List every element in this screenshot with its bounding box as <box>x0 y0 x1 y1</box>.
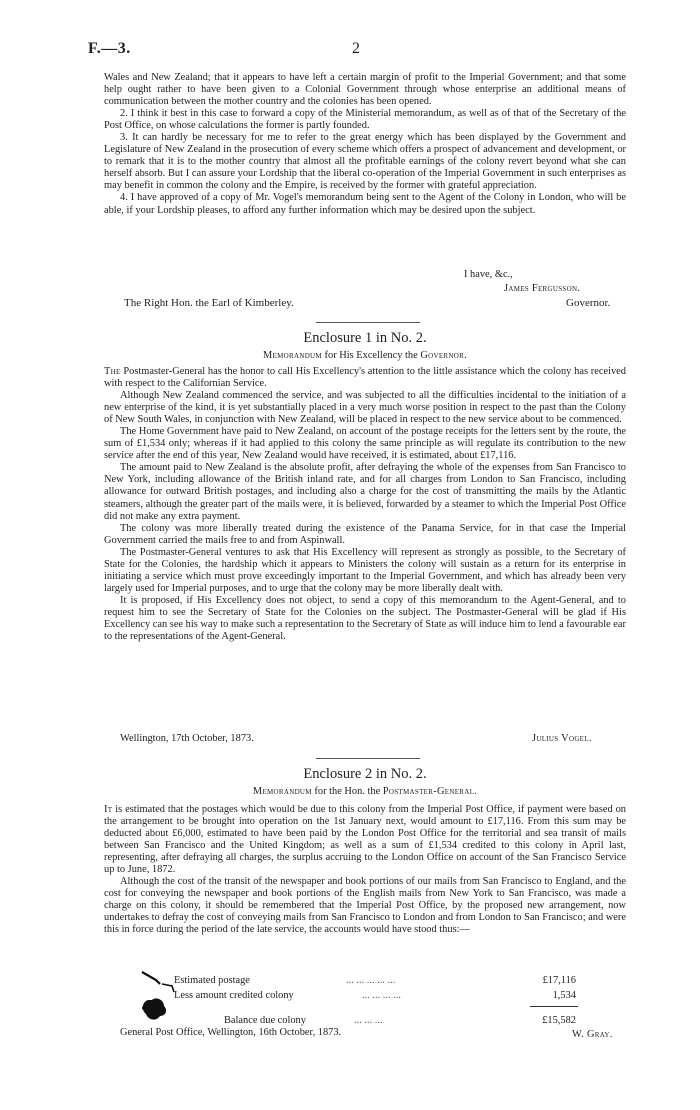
letter-paragraph: 3. It can hardly be necessary for me to refer to the great energy which has been displayed by the Government and Legislature of New Zealand in the prosecution of every scheme which offers a prospect of advancement and development, or to remark that it is to the mother country that almost all the profitable earnings of the colony revert beyond what she can herself absorb. But I can assure your Lordship that the liberal co-operation of the Imperial Government in such enterprises as may benefit in common the colony and the Empire, is received by the former with grateful appreciation. <box>104 132 626 192</box>
balance-label: Balance due colony <box>224 1015 306 1026</box>
enclosure-paragraph <box>104 366 626 390</box>
balance-amount: £15,582 <box>542 1015 576 1026</box>
lead-word: It <box>104 804 113 815</box>
letter-paragraph: 2. I think it best in this case to forward a copy of the Ministerial memorandum, as well as of that of the Secretary of the Post Office, on whose calculations the former is partly founded. <box>104 108 626 132</box>
page-reference: F.—3. <box>88 40 131 57</box>
balance-dots: ... ... ... <box>354 1015 383 1026</box>
table-row-dots: ... ... ... ... ... <box>346 975 396 986</box>
enclosure-2-subtitle <box>104 786 626 797</box>
letter-paragraph: 4. I have approved of a copy of Mr. Vogel's memorandum being sent to the Agent of the Colony in London, who will be able, if your Lordship pleases, to afford any further information which may be desired upon the subject. <box>104 192 626 216</box>
table-row-label: Estimated postage <box>174 975 250 986</box>
letter-signatory: James Fergusson. <box>504 283 581 294</box>
enclosure-1-title: Enclosure 1 in No. 2. <box>303 330 427 346</box>
enclosure-2-signature: W. Gray. <box>572 1029 613 1040</box>
letter-closing: I have, &c., <box>464 269 513 280</box>
section-divider <box>316 758 420 759</box>
page-number: 2 <box>352 40 360 57</box>
signatory-title: Governor. <box>566 297 611 309</box>
table-row-dots: ... ... ... ... <box>362 990 401 1001</box>
enclosure-paragraph: Although New Zealand commenced the service, and was subjected to all the difficulties incidental to the initiation of a new enterprise of the kind, it is yet substantially placed in a very much worse position in respect to the past than the Colony of New South Wales, in conjunction with New Zealand, will be placed in respect to the new service about to be commenced. <box>104 390 626 426</box>
enclosure-2-title: Enclosure 2 in No. 2. <box>303 766 427 782</box>
enclosure-2-date: General Post Office, Wellington, 16th October, 1873. <box>120 1027 342 1038</box>
table-row-amount: £17,116 <box>542 975 576 986</box>
enclosure-paragraph: Although the cost of the transit of the newspaper and book portions of our mails from San Francisco to England, and the cost for conveying the newspaper and book portions of the English mails from New York to San Francisco, was made a charge on this colony, it should be remembered that the Imperial Post Office, by the proposed new arrangement, now undertakes to defray the cost of conveying mails from San Francisco to London and from London to San Francisco; and were this in force during the period of the late service, the accounts would have stood thus:— <box>104 876 626 936</box>
ink-mark-icon <box>138 966 178 1024</box>
enclosure-paragraph: The Home Government have paid to New Zealand, on account of the postage receipts for the letters sent by the route, the sum of £1,534 only; whereas if it had applied to this colony the same principle as will regulate its contribution to the new service after the end of this year, New Zealand would have received, it is estimated, about £17,116. <box>104 426 626 462</box>
enclosure-paragraph: The Postmaster-General ventures to ask that His Excellency will represent as strongly as possible, to the Secretary of State for the Colonies, the hardship which it appears to Ministers the colony will sustain as a return for its enterprise in initiating a service which must prove exceedingly important to the Imperial Government, and which has already been very largely used for Imperial purposes, and to urge that the colony may be more liberally dealt with. <box>104 546 626 594</box>
subtitle-caps: Postmaster-General. <box>382 786 478 797</box>
enclosure-paragraph: The colony was more liberally treated during the existence of the Panama Service, for in that case the Imperial Government carried the mails free to and from Aspinwall. <box>104 522 626 546</box>
subtitle-text: for the Hon. the <box>311 786 383 797</box>
table-row-label: Less amount credited colony <box>174 990 294 1001</box>
enclosure-1-signature: Julius Vogel. <box>532 733 592 744</box>
lead-word: The <box>104 366 121 377</box>
enclosure-paragraph: The amount paid to New Zealand is the absolute profit, after defraying the whole of the expenses from San Francisco to New York, including allowance of the British inland rate, and for all charges from London to San Francisco, including allowance for outward British postages, and including also a charge for the cost of transmitting the mails by the Atlantic steamers, although the greater part of the mails were, it is believed, forwarded by a steamer to which the Imperial Post Office did not make any extra payment. <box>104 462 626 522</box>
enclosure-1-body <box>104 366 626 643</box>
subtitle-caps: Memorandum <box>263 350 322 361</box>
enclosure-1-date: Wellington, 17th October, 1873. <box>120 733 254 744</box>
paragraph-text: Postmaster-General has the honor to call His Excellency's attention to the little assistance which the colony has received with respect to the Californian Service. <box>104 366 626 390</box>
enclosure-paragraph <box>104 804 626 876</box>
subtitle-caps: Governor. <box>420 350 467 361</box>
table-row-amount: 1,534 <box>552 990 576 1001</box>
letter-body <box>104 72 626 217</box>
paragraph-text: is estimated that the postages which would be due to this colony from the Imperial Post Office, if payment were based on the arrangement to be brought into operation on the 1st January next, would amount to £17,116. From this sum may be deducted about £6,000, estimated to have been paid by the London Post Office for the territorial and sea transit of mails between San Francisco and the United Kingdom; as well as a sum of £1,534 credited to this colony in April last, representing, after defraying all charges, the surplus accruing to the London Office on account of the San Francisco Service up to June, 1872. <box>104 804 626 876</box>
enclosure-paragraph: It is proposed, if His Excellency does not object, to send a copy of this memorandum to the Agent-General, and to request him to see the Secretary of State for the Colonies on the subject. The Postmaster-General will be glad if His Excellency can see his way to make such a representation to the Secretary of State as will induce him to lend a favourable ear to the representations of the Agent-General. <box>104 594 626 643</box>
section-divider <box>316 322 420 323</box>
letter-paragraph: Wales and New Zealand; that it appears to have left a certain margin of profit to the Imperial Government; and that some help ought rather to have been given to a Colonial Government through whose enterprise an additional means of communication between the mother country and the colonies has been opened. <box>104 72 626 108</box>
enclosure-2-body <box>104 804 626 937</box>
letter-addressee: The Right Hon. the Earl of Kimberley. <box>124 297 294 309</box>
enclosure-1-subtitle <box>104 350 626 361</box>
subtitle-caps: Memorandum <box>252 786 312 797</box>
sum-rule <box>530 1006 578 1007</box>
subtitle-text: for His Excellency the <box>321 350 421 361</box>
